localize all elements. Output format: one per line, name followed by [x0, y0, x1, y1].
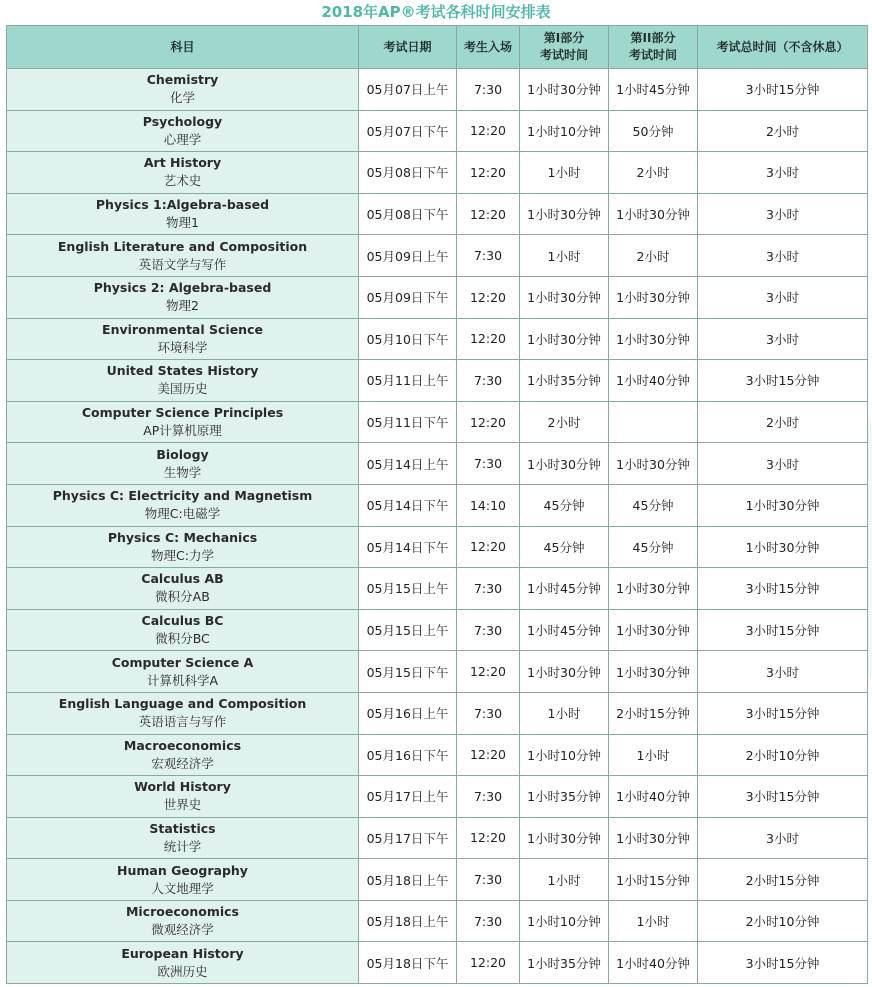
- exam-date-cell: 05月17日上午: [359, 776, 457, 818]
- subject-cell: [7, 276, 359, 318]
- exam-date-cell: 05月15日上午: [359, 609, 457, 651]
- part2-time-cell: 45分钟: [609, 484, 698, 526]
- subject-chinese: 统计学: [163, 838, 202, 854]
- total-time-cell: 3小时: [698, 651, 868, 693]
- table-row: [7, 734, 868, 776]
- exam-date-cell: 05月14日上午: [359, 443, 457, 485]
- exam-date-cell: 05月16日上午: [359, 692, 457, 734]
- subject-english: European History: [121, 945, 244, 961]
- subject-english: Physics C: Mechanics: [107, 529, 258, 545]
- subject-chinese: 美国历史: [157, 381, 208, 397]
- total-time-cell: 3小时: [698, 276, 868, 318]
- total-time-cell: 3小时15分钟: [698, 69, 868, 111]
- entry-time-cell: 12:20: [457, 734, 520, 776]
- part2-time-cell: 1小时30分钟: [609, 443, 698, 485]
- entry-time-cell: 12:20: [457, 193, 520, 235]
- part1-time-cell: 1小时10分钟: [520, 110, 609, 152]
- exam-date-cell: 05月17日下午: [359, 817, 457, 859]
- subject-cell: [7, 568, 359, 610]
- exam-date-cell: 05月08日下午: [359, 152, 457, 194]
- total-time-cell: 2小时: [698, 110, 868, 152]
- subject-chinese: 微积分BC: [155, 631, 210, 647]
- subject-english: Microeconomics: [125, 904, 239, 920]
- subject-english: Physics 2: Algebra-based: [93, 280, 272, 296]
- subject-english: World History: [134, 779, 231, 795]
- exam-date-cell: 05月07日下午: [359, 110, 457, 152]
- header-row: [7, 26, 868, 69]
- table-row: [7, 193, 868, 235]
- subject-english: Human Geography: [117, 862, 248, 878]
- subject-english: Art History: [143, 155, 222, 171]
- exam-date-cell: 05月16日下午: [359, 734, 457, 776]
- part2-time-cell: 2小时15分钟: [609, 692, 698, 734]
- part2-time-cell: 1小时30分钟: [609, 318, 698, 360]
- subject-english: Physics 1:Algebra-based: [95, 197, 270, 213]
- subject-cell: [7, 235, 359, 277]
- table-row: [7, 651, 868, 693]
- part2-time-cell: 1小时40分钟: [609, 776, 698, 818]
- part1-time-cell: 1小时35分钟: [520, 360, 609, 402]
- part2-time-cell: 1小时30分钟: [609, 276, 698, 318]
- subject-chinese: 欧洲历史: [157, 963, 208, 979]
- exam-date-cell: 05月14日下午: [359, 526, 457, 568]
- total-time-cell: 3小时: [698, 817, 868, 859]
- part2-time-cell: 1小时30分钟: [609, 651, 698, 693]
- subject-chinese: 人文地理学: [151, 880, 214, 896]
- part1-time-cell: 1小时30分钟: [520, 193, 609, 235]
- part1-time-cell: 1小时: [520, 859, 609, 901]
- exam-date-cell: 05月15日下午: [359, 651, 457, 693]
- subject-english: Chemistry: [146, 72, 219, 88]
- total-time-cell: 3小时15分钟: [698, 609, 868, 651]
- header-part1: [520, 26, 609, 69]
- part1-time-cell: 1小时30分钟: [520, 651, 609, 693]
- header-part1-line1: 第I部分: [543, 31, 585, 45]
- total-time-cell: 2小时15分钟: [698, 859, 868, 901]
- subject-cell: [7, 942, 359, 984]
- entry-time-cell: 12:20: [457, 817, 520, 859]
- part2-time-cell: [609, 401, 698, 443]
- subject-chinese: 艺术史: [163, 173, 202, 189]
- entry-time-cell: 7:30: [457, 360, 520, 402]
- header-total: 考试总时间（不含休息）: [698, 26, 868, 69]
- entry-time-cell: 12:20: [457, 318, 520, 360]
- entry-time-cell: 12:20: [457, 526, 520, 568]
- subject-cell: [7, 817, 359, 859]
- exam-date-cell: 05月15日上午: [359, 568, 457, 610]
- subject-chinese: 环境科学: [157, 339, 208, 355]
- entry-time-cell: 12:20: [457, 110, 520, 152]
- entry-time-cell: 7:30: [457, 776, 520, 818]
- part1-time-cell: 1小时30分钟: [520, 817, 609, 859]
- table-row: [7, 318, 868, 360]
- subject-cell: [7, 651, 359, 693]
- table-row: [7, 110, 868, 152]
- exam-date-cell: 05月11日上午: [359, 360, 457, 402]
- subject-cell: [7, 526, 359, 568]
- subject-cell: [7, 859, 359, 901]
- total-time-cell: 3小时: [698, 152, 868, 194]
- subject-cell: [7, 776, 359, 818]
- entry-time-cell: 7:30: [457, 692, 520, 734]
- subject-english: Biology: [156, 446, 209, 462]
- header-date: 考试日期: [359, 26, 457, 69]
- exam-date-cell: 05月10日下午: [359, 318, 457, 360]
- part2-time-cell: 2小时: [609, 152, 698, 194]
- part2-time-cell: 1小时: [609, 734, 698, 776]
- subject-chinese: 物理C:电磁学: [144, 506, 221, 522]
- entry-time-cell: 12:20: [457, 651, 520, 693]
- subject-chinese: AP计算机原理: [143, 423, 222, 439]
- header-entry: 考生入场: [457, 26, 520, 69]
- subject-english: English Literature and Composition: [57, 238, 308, 254]
- part1-time-cell: 1小时35分钟: [520, 776, 609, 818]
- subject-english: Physics C: Electricity and Magnetism: [52, 488, 313, 504]
- entry-time-cell: 12:20: [457, 152, 520, 194]
- subject-cell: [7, 360, 359, 402]
- entry-time-cell: 7:30: [457, 69, 520, 111]
- exam-schedule-table: [6, 25, 868, 984]
- header-part2-line1: 第II部分: [630, 31, 676, 45]
- subject-english: Calculus AB: [141, 571, 224, 587]
- subject-cell: [7, 900, 359, 942]
- header-part2: [609, 26, 698, 69]
- exam-date-cell: 05月11日下午: [359, 401, 457, 443]
- part2-time-cell: 45分钟: [609, 526, 698, 568]
- entry-time-cell: 7:30: [457, 859, 520, 901]
- subject-chinese: 英语语言与写作: [138, 714, 227, 730]
- subject-chinese: 世界史: [163, 797, 202, 813]
- table-row: [7, 900, 868, 942]
- subject-chinese: 物理1: [166, 215, 199, 231]
- total-time-cell: 3小时15分钟: [698, 692, 868, 734]
- table-row: [7, 817, 868, 859]
- subject-english: United States History: [106, 363, 259, 379]
- exam-date-cell: 05月18日上午: [359, 859, 457, 901]
- exam-date-cell: 05月18日下午: [359, 942, 457, 984]
- total-time-cell: 1小时30分钟: [698, 484, 868, 526]
- entry-time-cell: 14:10: [457, 484, 520, 526]
- subject-chinese: 计算机科学A: [146, 672, 219, 688]
- total-time-cell: 3小时15分钟: [698, 568, 868, 610]
- subject-cell: [7, 401, 359, 443]
- subject-chinese: 化学: [169, 90, 195, 106]
- table-row: [7, 235, 868, 277]
- subject-english: Macroeconomics: [123, 737, 242, 753]
- table-row: [7, 276, 868, 318]
- exam-date-cell: 05月18日上午: [359, 900, 457, 942]
- subject-english: Psychology: [142, 113, 223, 129]
- subject-chinese: 物理2: [166, 298, 199, 314]
- header-subject: 科目: [7, 26, 359, 69]
- total-time-cell: 1小时30分钟: [698, 526, 868, 568]
- subject-english: Statistics: [149, 820, 216, 836]
- entry-time-cell: 7:30: [457, 443, 520, 485]
- subject-cell: [7, 692, 359, 734]
- table-row: [7, 568, 868, 610]
- part2-time-cell: 1小时30分钟: [609, 817, 698, 859]
- part2-time-cell: 50分钟: [609, 110, 698, 152]
- part1-time-cell: 45分钟: [520, 484, 609, 526]
- total-time-cell: 3小时15分钟: [698, 360, 868, 402]
- entry-time-cell: 12:20: [457, 942, 520, 984]
- subject-chinese: 物理C:力学: [151, 547, 214, 563]
- part1-time-cell: 1小时45分钟: [520, 609, 609, 651]
- table-row: [7, 360, 868, 402]
- part1-time-cell: 45分钟: [520, 526, 609, 568]
- part2-time-cell: 1小时30分钟: [609, 609, 698, 651]
- total-time-cell: 3小时: [698, 443, 868, 485]
- subject-cell: [7, 609, 359, 651]
- exam-date-cell: 05月09日上午: [359, 235, 457, 277]
- part1-time-cell: 1小时30分钟: [520, 276, 609, 318]
- total-time-cell: 2小时: [698, 401, 868, 443]
- total-time-cell: 3小时: [698, 235, 868, 277]
- part1-time-cell: 1小时10分钟: [520, 734, 609, 776]
- table-row: [7, 692, 868, 734]
- entry-time-cell: 7:30: [457, 235, 520, 277]
- subject-cell: [7, 193, 359, 235]
- table-row: [7, 776, 868, 818]
- part1-time-cell: 1小时30分钟: [520, 318, 609, 360]
- table-row: [7, 69, 868, 111]
- subject-cell: [7, 318, 359, 360]
- part1-time-cell: 1小时30分钟: [520, 69, 609, 111]
- subject-cell: [7, 69, 359, 111]
- subject-cell: [7, 152, 359, 194]
- table-row: [7, 152, 868, 194]
- total-time-cell: 2小时10分钟: [698, 734, 868, 776]
- entry-time-cell: 7:30: [457, 900, 520, 942]
- total-time-cell: 3小时15分钟: [698, 942, 868, 984]
- table-row: [7, 859, 868, 901]
- entry-time-cell: 7:30: [457, 609, 520, 651]
- page-title: 2018年AP®考试各科时间安排表: [321, 3, 551, 21]
- part2-time-cell: 2小时: [609, 235, 698, 277]
- entry-time-cell: 12:20: [457, 276, 520, 318]
- table-row: [7, 443, 868, 485]
- table-row: [7, 942, 868, 984]
- part1-time-cell: 1小时45分钟: [520, 568, 609, 610]
- total-time-cell: 2小时10分钟: [698, 900, 868, 942]
- header-part2-line2: 考试时间: [628, 48, 677, 62]
- part1-time-cell: 1小时30分钟: [520, 443, 609, 485]
- subject-english: Computer Science Principles: [81, 405, 284, 421]
- part1-time-cell: 1小时: [520, 152, 609, 194]
- entry-time-cell: 7:30: [457, 568, 520, 610]
- part1-time-cell: 1小时: [520, 692, 609, 734]
- exam-date-cell: 05月08日下午: [359, 193, 457, 235]
- table-row: [7, 526, 868, 568]
- exam-date-cell: 05月14日下午: [359, 484, 457, 526]
- part1-time-cell: 1小时35分钟: [520, 942, 609, 984]
- entry-time-cell: 12:20: [457, 401, 520, 443]
- subject-chinese: 心理学: [163, 131, 202, 147]
- subject-chinese: 英语文学与写作: [138, 256, 227, 272]
- part2-time-cell: 1小时45分钟: [609, 69, 698, 111]
- part2-time-cell: 1小时30分钟: [609, 193, 698, 235]
- subject-english: English Language and Composition: [58, 696, 307, 712]
- subject-chinese: 微观经济学: [151, 922, 214, 938]
- table-row: [7, 401, 868, 443]
- subject-english: Computer Science A: [111, 654, 254, 670]
- subject-english: Calculus BC: [141, 613, 224, 629]
- subject-english: Environmental Science: [102, 321, 263, 337]
- subject-cell: [7, 443, 359, 485]
- part1-time-cell: 1小时: [520, 235, 609, 277]
- part2-time-cell: 1小时40分钟: [609, 942, 698, 984]
- subject-cell: [7, 110, 359, 152]
- table-row: [7, 484, 868, 526]
- table-row: [7, 609, 868, 651]
- total-time-cell: 3小时: [698, 193, 868, 235]
- part2-time-cell: 1小时15分钟: [609, 859, 698, 901]
- subject-chinese: 生物学: [163, 464, 202, 480]
- part1-time-cell: 2小时: [520, 401, 609, 443]
- total-time-cell: 3小时: [698, 318, 868, 360]
- part2-time-cell: 1小时: [609, 900, 698, 942]
- subject-chinese: 微积分AB: [155, 589, 210, 605]
- subject-chinese: 宏观经济学: [151, 755, 214, 771]
- total-time-cell: 3小时15分钟: [698, 776, 868, 818]
- part2-time-cell: 1小时30分钟: [609, 568, 698, 610]
- header-part1-line2: 考试时间: [539, 48, 588, 62]
- part2-time-cell: 1小时40分钟: [609, 360, 698, 402]
- subject-cell: [7, 484, 359, 526]
- exam-date-cell: 05月07日上午: [359, 69, 457, 111]
- part1-time-cell: 1小时10分钟: [520, 900, 609, 942]
- exam-date-cell: 05月09日下午: [359, 276, 457, 318]
- subject-cell: [7, 734, 359, 776]
